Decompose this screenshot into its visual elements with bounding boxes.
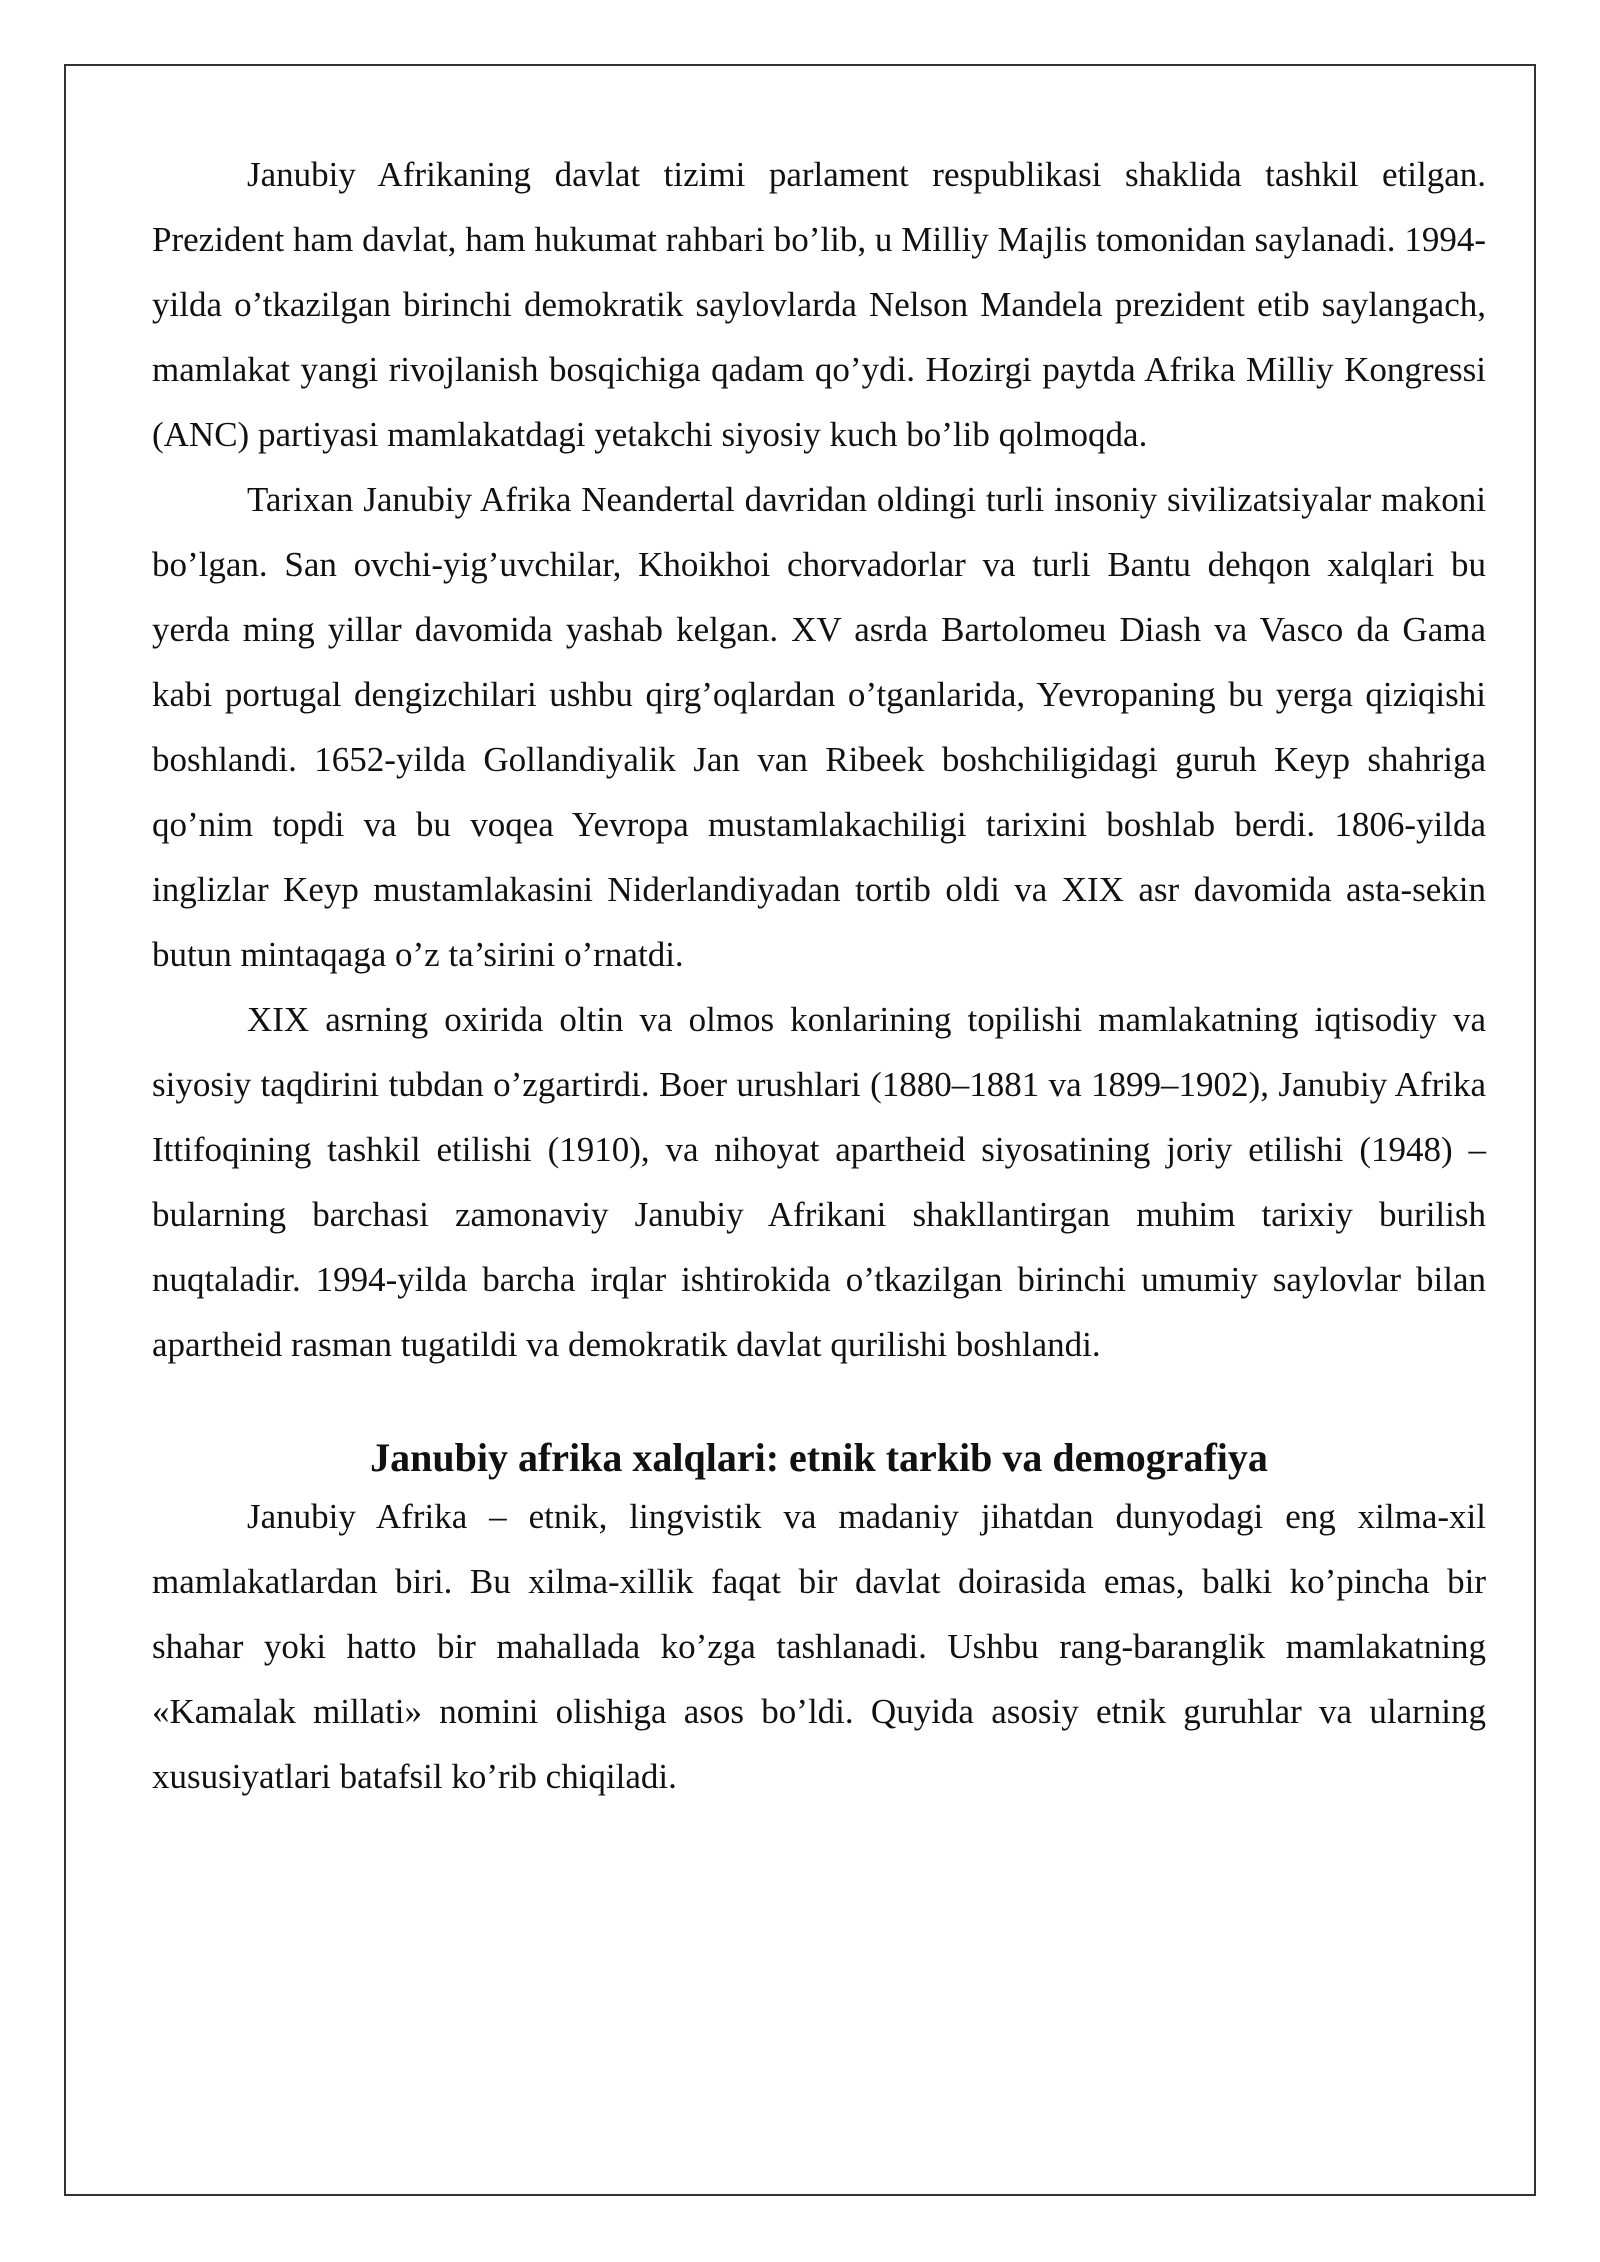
paragraph-history: Tarixan Janubiy Afrika Neandertal davridan oldingi turli insoniy sivilizatsiyalar makoni bo’lgan. San ovchi-yig’uvchilar, Khoikhoi chorvadorlar va turli Bantu dehqon xalqlari bu yerda ming yillar davomida yashab kelgan. XV asrda Bartolomeu Diash va Vasco da Gama kabi portugal dengizchilari ushbu qirg’oqlardan o’tganlarida, Yevropaning bu yerga qiziqishi boshlandi. 1652-yilda Gollandiyalik Jan van Ribeek boshchiligidagi guruh Keyp shahriga qo’nim topdi va bu voqea Yevropa mustamlakachiligi tarixini boshlab berdi. 1806-yilda inglizlar Keyp mustamlakasini Niderlandiyadan tortib oldi va XIX asr davomida asta-sekin butun mintaqaga o’z ta’sirini o’rnatdi. bbox=[152, 480, 1486, 974]
paragraph-ethnic-diversity: Janubiy Afrika – etnik, lingvistik va madaniy jihatdan dunyodagi eng xilma-xil mamlakatlardan biri. Bu xilma-xillik faqat bir davlat doirasida emas, balki ko’pincha bir shahar yoki hatto bir mahallada ko’zga tashlanadi. Ushbu rang-baranglik mamlakatning «Kamalak millati» nomini olishiga asos bo’ldi. Quyida asosiy etnik guruhlar va ularning xususiyatlari batafsil ko’rib chiqiladi. bbox=[152, 1497, 1486, 1796]
section-heading: Janubiy afrika xalqlari: etnik tarkib va demografiya bbox=[370, 1435, 1268, 1480]
paragraph-government: Janubiy Afrikaning davlat tizimi parlament respublikasi shaklida tashkil etilgan. Prezident ham davlat, ham hukumat rahbari bo’lib, u Milliy Majlis tomonidan saylanadi. 1994-yilda o’tkazilgan birinchi demokratik saylovlarda Nelson Mandela prezident etib saylangach, mamlakat yangi rivojlanish bosqichiga qadam qo’ydi. Hozirgi paytda Afrika Milliy Kongressi (ANC) partiyasi mamlakatdagi yetakchi siyosiy kuch bo’lib qolmoqda. bbox=[152, 155, 1486, 454]
paragraph-modern-history: XIX asrning oxirida oltin va olmos konlarining topilishi mamlakatning iqtisodiy va siyosiy taqdirini tubdan o’zgartirdi. Boer urushlari (1880–1881 va 1899–1902), Janubiy Afrika Ittifoqining tashkil etilishi (1910), va nihoyat apartheid siyosatining joriy etilishi (1948) – bularning barchasi zamonaviy Janubiy Afrikani shakllantirgan muhim tarixiy burilish nuqtaladir. 1994-yilda barcha irqlar ishtirokida o’tkazilgan birinchi umumiy saylovlar bilan apartheid rasman tugatildi va demokratik davlat qurilishi boshlandi. bbox=[152, 1000, 1486, 1364]
document-body bbox=[152, 142, 1486, 1809]
